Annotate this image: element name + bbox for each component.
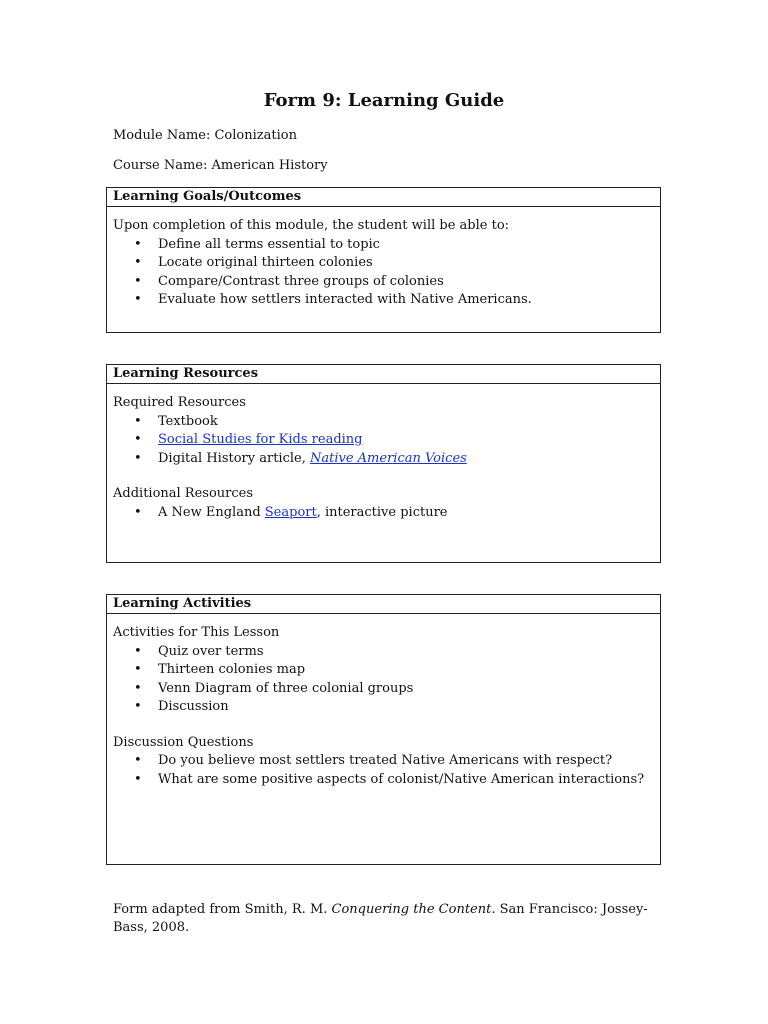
seaport-prefix: A New England [158, 504, 265, 520]
list-item [113, 504, 654, 523]
social-studies-kids-link[interactable]: Social Studies for Kids reading [158, 432, 363, 447]
list-item [113, 450, 654, 469]
bullet-icon: • [134, 662, 142, 677]
learning-goals-list [113, 236, 654, 310]
list-item: • Evaluate how settlers interacted with Native Americans. [113, 291, 654, 310]
citation-prefix: Form adapted from Smith, R. M. [113, 902, 332, 917]
bullet-icon: • [134, 255, 142, 270]
citation-suffix: . San Francisco: Jossey-Bass, 2008. [113, 902, 648, 935]
discussion-questions-list [113, 752, 654, 789]
list-item [113, 413, 654, 432]
learning-goals-intro: Upon completion of this module, the student will be able to: [113, 218, 510, 233]
bullet-icon: • [134, 753, 142, 768]
bullet-icon: • [134, 413, 142, 429]
required-resources-label: Required Resources [113, 395, 246, 410]
page-title: Form 9: Learning Guide [263, 90, 505, 111]
required-resources-list [113, 413, 654, 469]
learning-goals-box [106, 187, 661, 333]
learning-goals-header: Learning Goals/Outcomes [107, 188, 660, 207]
bullet-icon: • [134, 273, 142, 289]
bullet-icon: • [134, 699, 142, 714]
seaport-suffix: , interactive picture [316, 504, 448, 520]
digital-history-label: Digital History article, [158, 450, 310, 466]
seaport-link[interactable]: Seaport [264, 504, 317, 520]
bullet-icon: • [134, 450, 142, 466]
module-name: Module Name: Colonization [113, 128, 297, 143]
learning-resources-box [106, 364, 661, 563]
list-item: • Thirteen colonies map [113, 661, 654, 680]
list-item: • Do you believe most settlers treated Native Americans with respect? [113, 752, 654, 771]
citation-book-title: Conquering the Content [331, 902, 492, 917]
bullet-icon: • [134, 432, 142, 447]
bullet-icon: • [134, 680, 142, 696]
learning-activities-header: Learning Activities [107, 595, 660, 614]
list-item: • Venn Diagram of three colonial groups [113, 680, 654, 699]
native-american-voices-link[interactable]: Native American Voices [309, 450, 467, 466]
discussion-questions-label: Discussion Questions [113, 734, 254, 750]
bullet-icon: • [134, 292, 142, 307]
bullet-icon: • [134, 643, 142, 659]
citation-footer [113, 901, 658, 937]
bullet-icon: • [134, 771, 142, 787]
learning-goals-body [107, 207, 660, 310]
list-item: • Quiz over terms [113, 643, 654, 662]
additional-resources-list [113, 504, 654, 523]
textbook-item: Textbook [158, 413, 218, 429]
bullet-icon: • [134, 504, 142, 520]
list-item [113, 431, 654, 450]
additional-resources-label: Additional Resources [113, 486, 254, 501]
list-item: • Define all terms essential to topic [113, 236, 654, 255]
learning-activities-body [107, 614, 660, 789]
activities-lesson-label: Activities for This Lesson [113, 625, 280, 640]
list-item: • Locate original thirteen colonies [113, 254, 654, 273]
learning-activities-box [106, 594, 661, 865]
course-name: Course Name: American History [113, 158, 328, 173]
learning-resources-body [107, 384, 660, 522]
learning-resources-header: Learning Resources [107, 365, 660, 384]
list-item: • Compare/Contrast three groups of colonies [113, 273, 654, 292]
list-item: • What are some positive aspects of colonist/Native American interactions? [113, 771, 654, 790]
bullet-icon: • [134, 236, 142, 252]
list-item: • Discussion [113, 698, 654, 717]
activities-lesson-list [113, 643, 654, 717]
